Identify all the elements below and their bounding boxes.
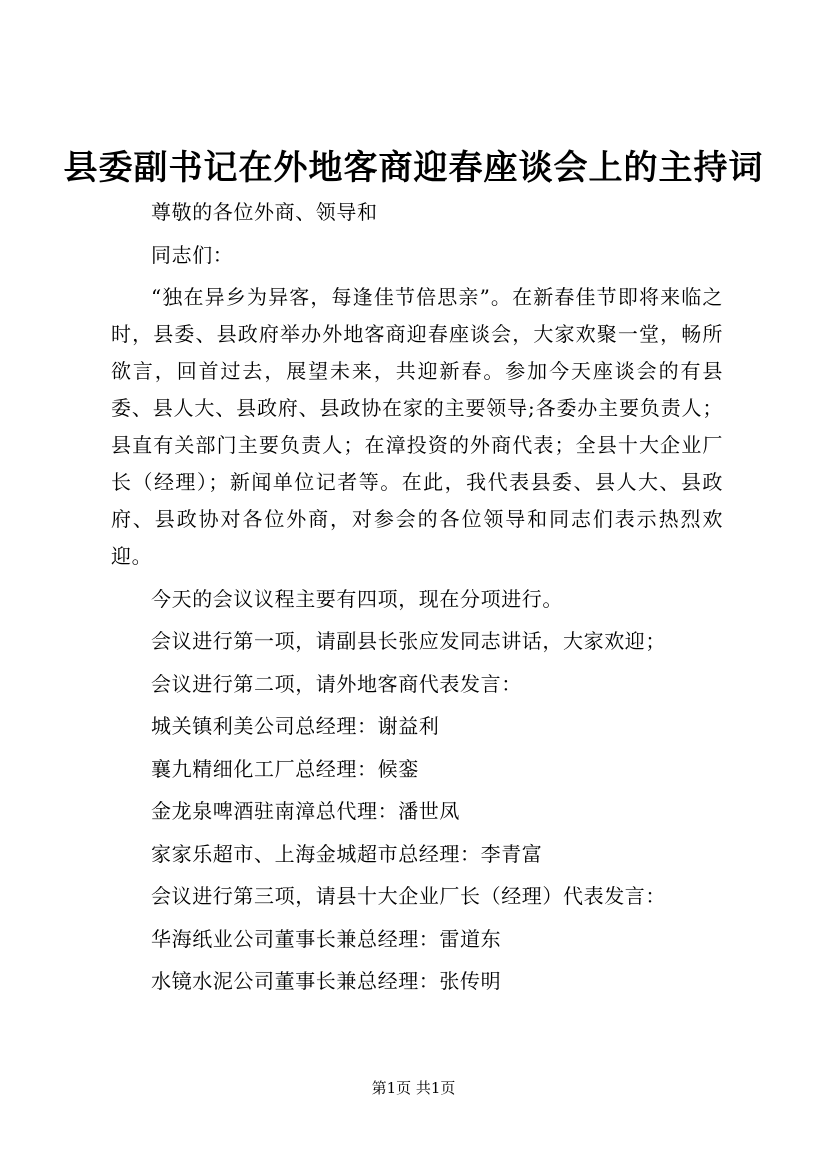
agenda-intro: 今天的会议议程主要有四项，现在分项进行。 <box>151 586 563 611</box>
speaker-line: 襄九精细化工厂总经理：候銮 <box>151 756 419 781</box>
speaker-line: 水镜水泥公司董事长兼总经理：张传明 <box>151 969 502 993</box>
document-title: 县委副书记在外地客商迎春座谈会上的主持词 <box>63 148 764 188</box>
speaker-line: 金龙泉啤酒驻南漳总代理：潘世凤 <box>151 799 460 823</box>
page-footer: 第1页 共1页 <box>371 1079 456 1097</box>
agenda-item-1: 会议进行第一项，请副县长张应发同志讲话，大家欢迎； <box>151 629 666 653</box>
speaker-line: 城关镇利美公司总经理：谢益利 <box>151 714 440 738</box>
speaker-line: 家家乐超市、上海金城超市总经理：李青富 <box>151 841 543 866</box>
salutation-line-2: 同志们： <box>151 242 234 267</box>
speaker-line: 华海纸业公司董事长兼总经理：雷道东 <box>151 926 502 951</box>
agenda-item-3: 会议进行第三项，请县十大企业厂长（经理）代表发言： <box>151 884 666 908</box>
document-body <box>111 194 723 1000</box>
opening-paragraph: “独在异乡为异客，每逢佳节倍思亲”。在新春佳节即将来临之时，县委、县政府举办外地客商迎春座谈会，大家欢聚一堂，畅所欲言，回首过去，展望未来，共迎新春。参加今天座谈会的有县委、县人大、县政府、县政协在家的主要领导;各委办主要负责人；县直有关部门主要负责人；在漳投资的外商代表；全县十大企业厂长（经理）；新闻单位记者等。在此，我代表县委、县人大、县政府、县政协对各位外商，对参会的各位领导和同志们表示热烈欢迎。 <box>111 285 723 568</box>
agenda-item-2: 会议进行第二项，请外地客商代表发言： <box>151 671 522 696</box>
salutation-line-1: 尊敬的各位外商、领导和 <box>151 200 378 224</box>
